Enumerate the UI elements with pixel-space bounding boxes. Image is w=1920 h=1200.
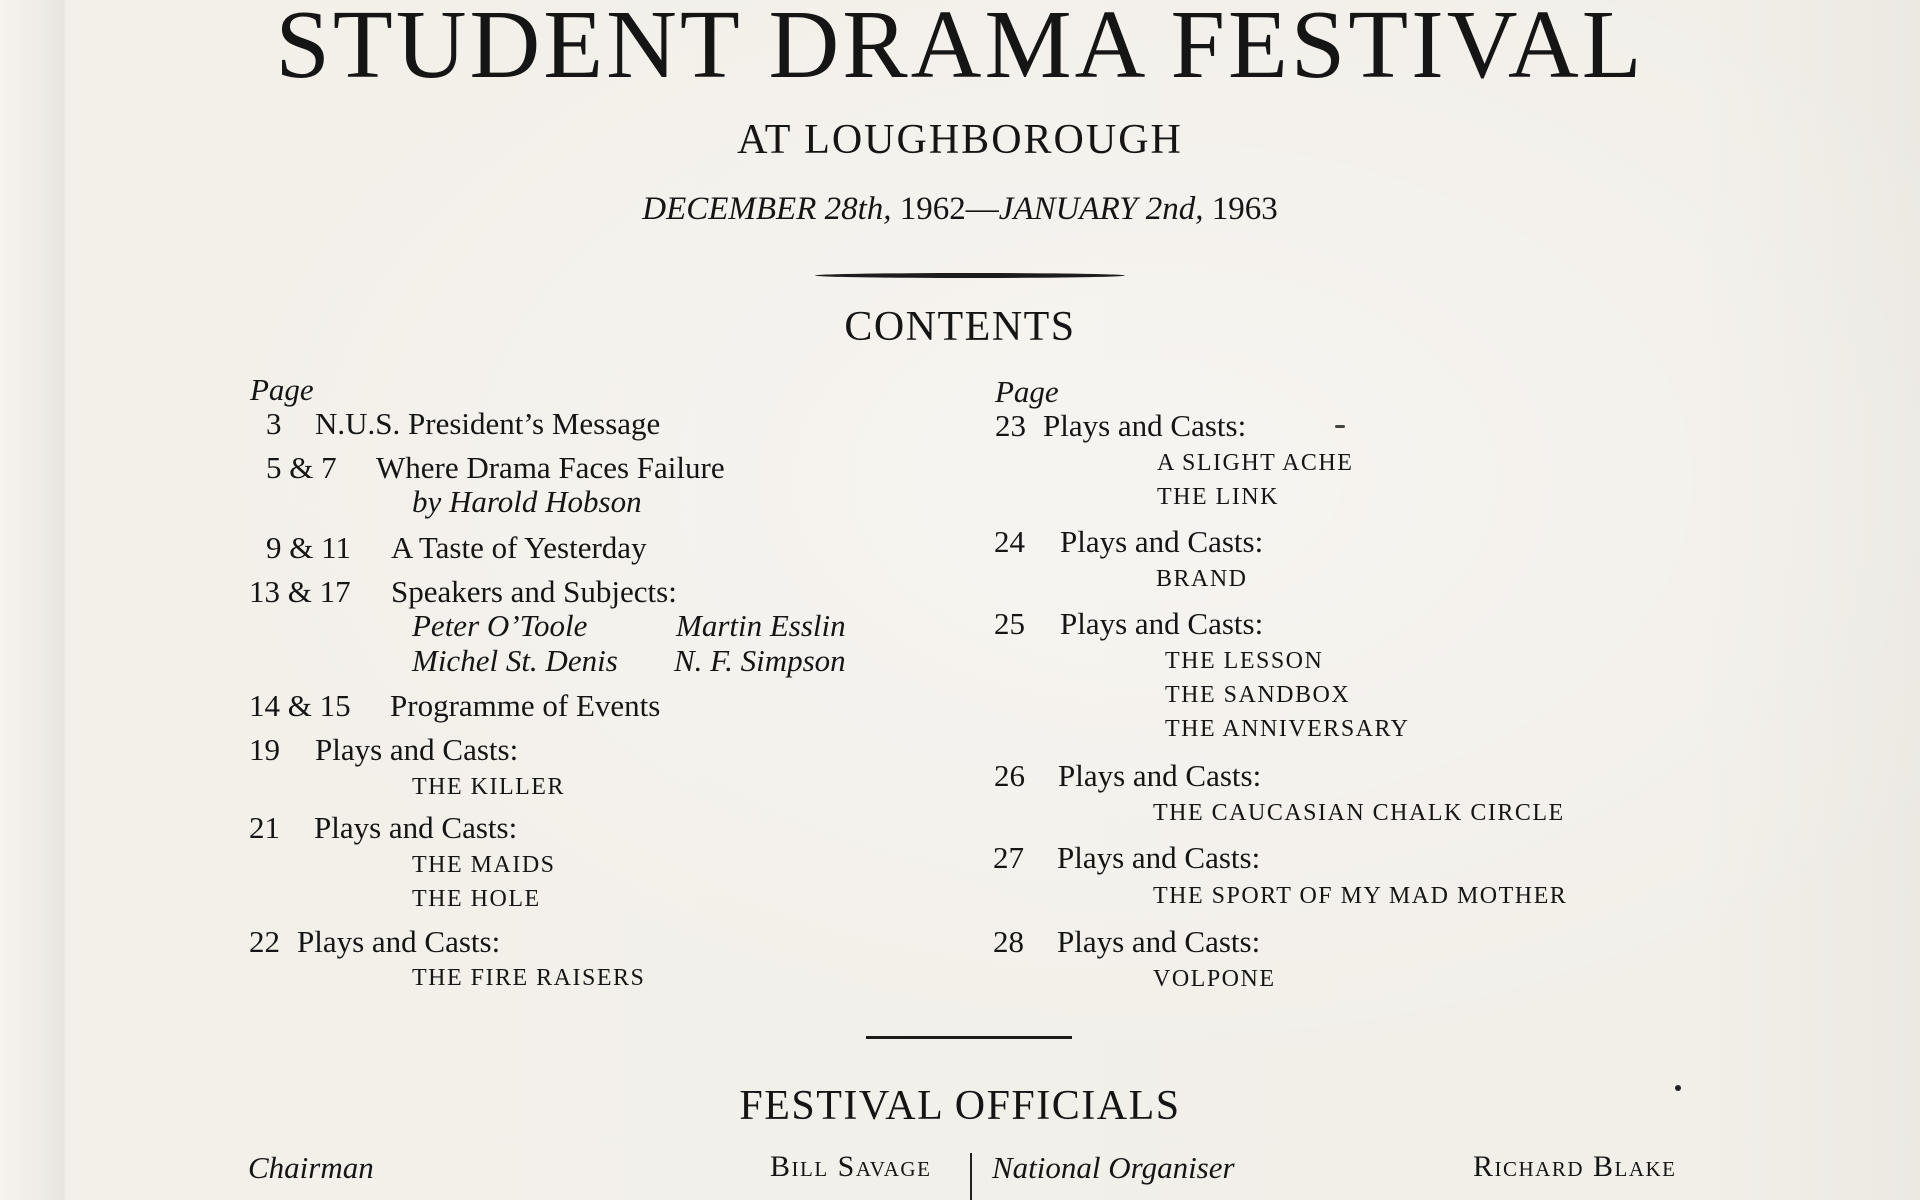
entry-page-13: 13 & 17 xyxy=(249,574,351,609)
date-start-month: DECEMBER 28th, xyxy=(642,191,892,227)
entry-page-25: 25 xyxy=(994,606,1025,641)
page-binding-edge xyxy=(0,0,66,1200)
play-the-sport-of-my-mad-mother: THE SPORT OF MY MAD MOTHER xyxy=(1153,883,1568,909)
play-the-lesson: THE LESSON xyxy=(1165,648,1324,674)
entry-title-3: N.U.S. President’s Message xyxy=(315,406,661,441)
entry-title-14: Programme of Events xyxy=(390,688,661,723)
entry-page-27: 27 xyxy=(993,840,1024,875)
entry-title-22: Plays and Casts: xyxy=(297,924,501,959)
header-rule xyxy=(815,273,1125,278)
name-bill-savage: Bill Savage xyxy=(770,1150,932,1183)
play-the-killer: THE KILLER xyxy=(412,774,565,800)
speaker-nf-simpson: N. F. Simpson xyxy=(674,643,846,678)
date-end-month: JANUARY 2nd, xyxy=(998,191,1204,227)
entry-title-23: Plays and Casts: xyxy=(1043,408,1247,443)
entry-page-26: 26 xyxy=(994,758,1025,793)
speaker-michel-st-denis: Michel St. Denis xyxy=(412,643,618,678)
entry-title-5: Where Drama Faces Failure xyxy=(376,450,725,485)
date-end-year: 1963 xyxy=(1211,191,1278,227)
festival-title: STUDENT DRAMA FESTIVAL xyxy=(275,0,1645,99)
date-start-year: 1962— xyxy=(899,191,999,227)
festival-dates xyxy=(0,188,1920,230)
entry-title-13: Speakers and Subjects: xyxy=(391,574,677,609)
entry-page-3: 3 xyxy=(266,406,282,441)
play-brand: BRAND xyxy=(1156,566,1248,592)
entry-title-26: Plays and Casts: xyxy=(1058,758,1262,793)
entry-title-28: Plays and Casts: xyxy=(1057,924,1261,959)
speaker-peter-otoole: Peter O’Toole xyxy=(412,608,588,643)
name-richard-blake: Richard Blake xyxy=(1473,1150,1677,1183)
right-page-label: Page xyxy=(995,374,1059,409)
ink-speck xyxy=(1675,1085,1681,1091)
officials-divider xyxy=(970,1153,972,1200)
entry-title-21: Plays and Casts: xyxy=(314,810,518,845)
entry-title-19: Plays and Casts: xyxy=(315,732,519,767)
role-chairman: Chairman xyxy=(248,1150,374,1185)
play-the-maids: THE MAIDS xyxy=(412,852,556,878)
play-volpone: VOLPONE xyxy=(1153,966,1276,992)
festival-location: AT LOUGHBOROUGH xyxy=(737,117,1183,163)
play-the-caucasian-chalk-circle: THE CAUCASIAN CHALK CIRCLE xyxy=(1153,800,1565,826)
play-the-link: THE LINK xyxy=(1157,484,1279,510)
entry-page-14: 14 & 15 xyxy=(249,688,351,723)
entry-page-19: 19 xyxy=(249,732,280,767)
entry-page-5: 5 & 7 xyxy=(266,450,337,485)
entry-title-25: Plays and Casts: xyxy=(1060,606,1264,641)
entry-title-9: A Taste of Yesterday xyxy=(391,530,647,565)
entry-page-22: 22 xyxy=(249,924,280,959)
play-the-sandbox: THE SANDBOX xyxy=(1165,682,1351,708)
contents-heading: CONTENTS xyxy=(844,304,1076,350)
entry-page-24: 24 xyxy=(994,524,1025,559)
entry-title-24: Plays and Casts: xyxy=(1060,524,1264,559)
entry-page-28: 28 xyxy=(993,924,1024,959)
entry-title-27: Plays and Casts: xyxy=(1057,840,1261,875)
entry-page-23: 23 xyxy=(995,408,1026,443)
play-a-slight-ache: A SLIGHT ACHE xyxy=(1157,450,1354,476)
ink-mark xyxy=(1335,425,1345,428)
play-the-hole: THE HOLE xyxy=(412,886,541,912)
section-rule xyxy=(866,1036,1072,1039)
entry-page-9: 9 & 11 xyxy=(266,530,351,565)
officials-heading: FESTIVAL OFFICIALS xyxy=(739,1083,1181,1129)
entry-byline-5: by Harold Hobson xyxy=(412,484,642,519)
speaker-martin-esslin: Martin Esslin xyxy=(676,608,846,643)
play-the-fire-raisers: THE FIRE RAISERS xyxy=(412,965,646,991)
role-national-organiser: National Organiser xyxy=(992,1150,1235,1185)
left-page-label: Page xyxy=(250,372,314,407)
entry-page-21: 21 xyxy=(249,810,280,845)
play-the-anniversary: THE ANNIVERSARY xyxy=(1165,716,1410,742)
